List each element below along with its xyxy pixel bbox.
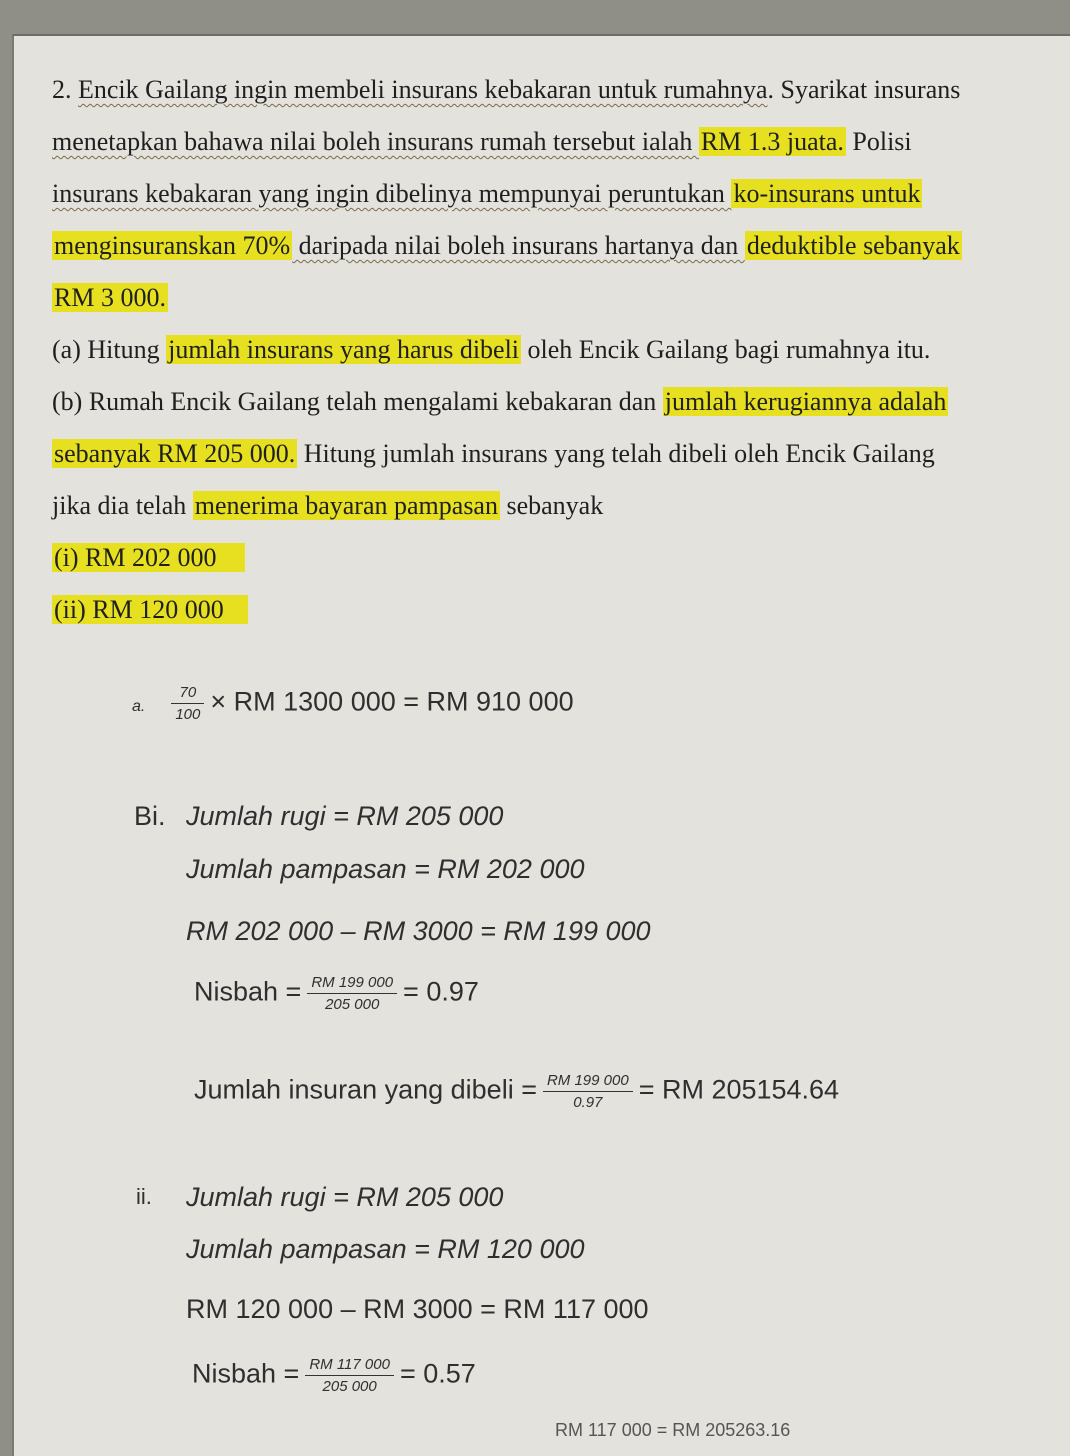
equation-line: [186, 801, 503, 832]
equation-line: [186, 1234, 585, 1265]
fraction: [307, 974, 397, 1013]
question-segment: Hitung jumlah insurans yang telah dibeli oleh Encik Gailang: [297, 439, 935, 468]
highlighted-text: jumlah insurans yang harus dibeli: [168, 335, 520, 364]
question-line: [52, 168, 1052, 220]
ratio-line: [194, 974, 479, 1013]
question-segment: oleh Encik Gailang bagi rumahnya itu.: [521, 335, 931, 364]
fraction-numerator: 70: [171, 684, 204, 704]
question-segment: sebanyak: [499, 491, 604, 520]
equation-text: Jumlah pampasan = RM 120 000: [186, 1234, 585, 1264]
question-segment: Polisi: [845, 127, 912, 156]
question-segment: . Syarikat insurans: [767, 75, 961, 104]
equation-text: RM 120 000 – RM 3000 = RM 117 000: [186, 1294, 649, 1324]
question-line: [52, 272, 1052, 324]
equation-text: RM 117 000 = RM 205263.16: [555, 1420, 791, 1440]
equation-line: [186, 854, 585, 885]
answer-a: [132, 684, 574, 723]
equation-text: RM 202 000 – RM 3000 = RM 199 000: [186, 916, 651, 946]
option-ii: [52, 584, 1052, 636]
highlighted-text: sebanyak RM 205 000.: [54, 439, 296, 468]
question-text: [52, 64, 1052, 636]
ratio-line: [192, 1356, 476, 1395]
highlighted-text: RM 1.3 juata.: [700, 127, 844, 156]
cut-off-line: [555, 1420, 790, 1441]
question-line: [52, 428, 1052, 480]
fraction-denominator: 205 000: [322, 1378, 377, 1395]
total-insurance-result: = RM 205154.64: [638, 1074, 840, 1105]
ratio-result: = 0.57: [399, 1358, 476, 1389]
question-line: [52, 220, 1052, 272]
question-segment: (b) Rumah Encik Gailang telah mengalami kebakaran dan: [52, 387, 663, 416]
highlighted-text: deduktible sebanyak: [746, 231, 960, 260]
fraction-denominator: 0.97: [573, 1094, 603, 1111]
equation-line: [186, 916, 651, 947]
equation-text: Jumlah rugi = RM 205 000: [186, 801, 504, 831]
highlighted-text: RM 3 000.: [54, 283, 166, 312]
equation-text: Jumlah rugi = RM 205 000: [186, 1182, 504, 1212]
document-page: [12, 34, 1070, 1456]
highlighted-text: jumlah kerugiannya adalah: [664, 387, 947, 416]
highlighted-text: ko-insurans untuk: [733, 179, 921, 208]
highlighted-text: (ii) RM 120 000: [52, 595, 248, 624]
fraction-denominator: 205 000: [325, 996, 380, 1013]
highlighted-text: (i) RM 202 000: [52, 543, 245, 572]
total-insurance-label: Jumlah insuran yang dibeli =: [194, 1074, 537, 1105]
question-number: 2.: [52, 75, 78, 104]
question-line: [52, 480, 1052, 532]
ratio-label: Nisbah =: [194, 976, 302, 1007]
ratio-label: Nisbah =: [192, 1358, 300, 1389]
equation-text: × RM 1300 000 = RM 910 000: [210, 686, 574, 717]
answer-label: a.: [132, 697, 146, 715]
question-part-b: [52, 376, 1052, 428]
question-segment: menetapkan bahawa nilai boleh insurans rumah tersebut ialah: [52, 127, 699, 156]
equation-line: [186, 1182, 503, 1213]
fraction: [305, 1356, 394, 1395]
question-line: [52, 116, 1052, 168]
question-segment: insurans kebakaran yang ingin dibelinya mempunyai peruntukan: [52, 179, 732, 208]
fraction-numerator: RM 199 000: [543, 1072, 633, 1092]
question-segment: (a) Hitung: [52, 335, 167, 364]
question-segment: Encik Gailang ingin membeli insurans kebakaran untuk rumahnya: [78, 75, 768, 104]
option-i: [52, 532, 1052, 584]
question-line: [52, 64, 1052, 116]
highlighted-text: menginsuranskan 70%: [54, 231, 291, 260]
answer-bii-label: [136, 1184, 152, 1210]
total-insurance-line: [194, 1072, 839, 1111]
question-part-a: [52, 324, 1052, 376]
question-segment: jika dia telah: [52, 491, 193, 520]
fraction: [171, 684, 204, 723]
fraction: [543, 1072, 633, 1111]
equation-text: Jumlah pampasan = RM 202 000: [186, 854, 585, 884]
answer-label: Bi.: [134, 801, 166, 831]
equation-line: [186, 1294, 649, 1325]
answer-label: ii.: [136, 1184, 152, 1209]
fraction-numerator: RM 117 000: [305, 1356, 394, 1376]
question-segment: daripada nilai boleh insurans hartanya dan: [292, 231, 745, 260]
fraction-denominator: 100: [175, 706, 201, 723]
ratio-result: = 0.97: [403, 976, 479, 1007]
answer-bi-label: [134, 801, 166, 832]
highlighted-text: menerima bayaran pampasan: [194, 491, 498, 520]
fraction-numerator: RM 199 000: [307, 974, 397, 994]
